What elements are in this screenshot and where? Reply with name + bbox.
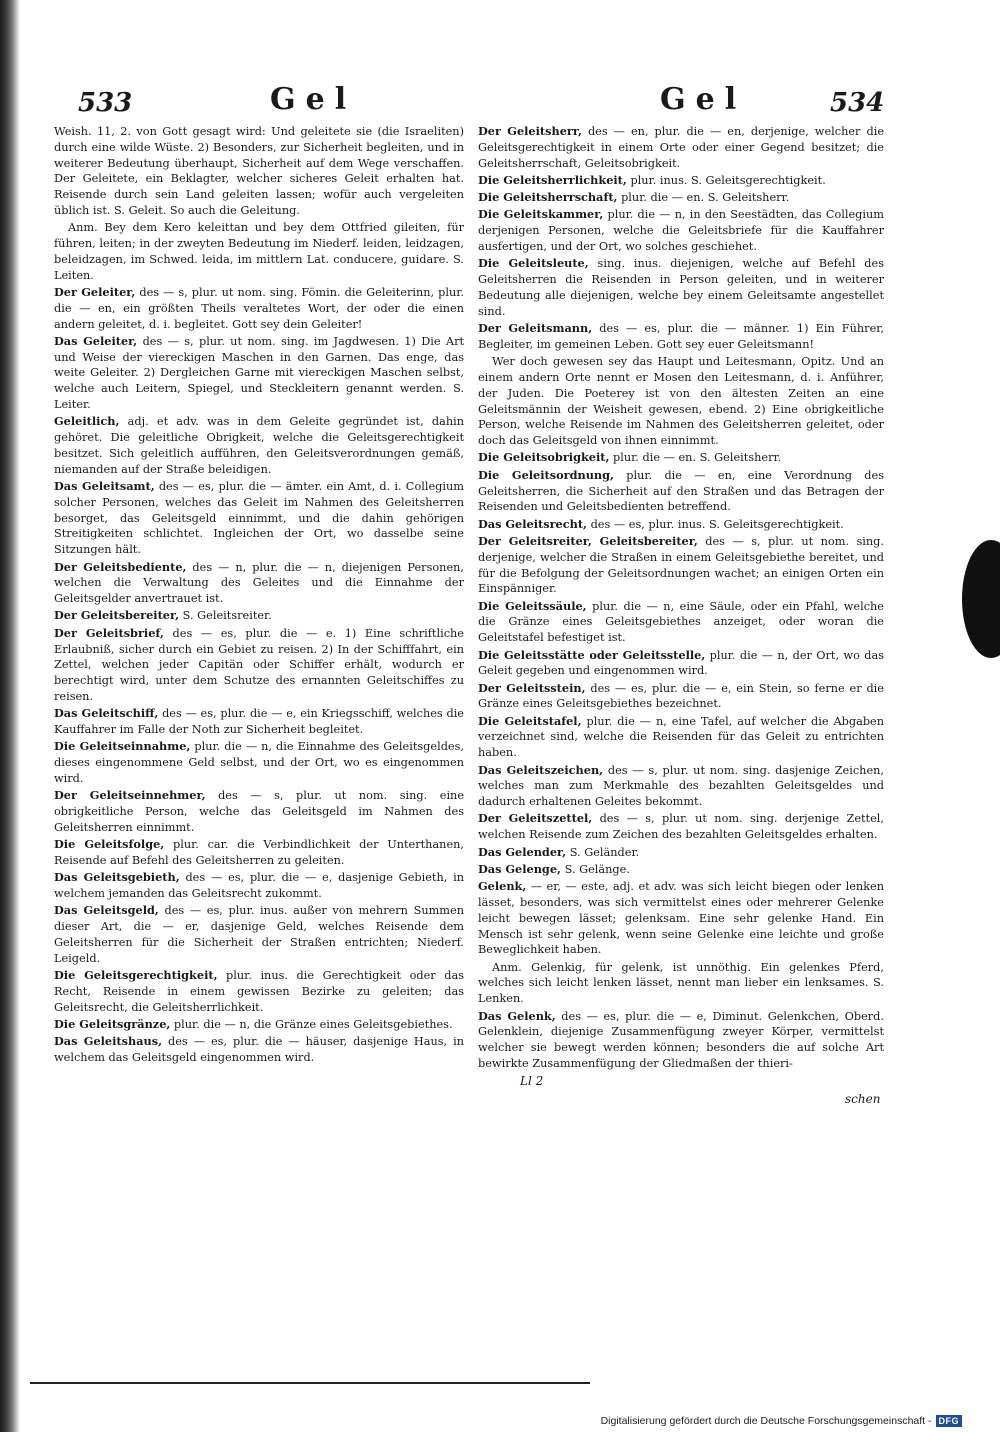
entry-headword: Die Geleitseinnahme, (54, 739, 191, 754)
entry-headword: Die Geleitsfolge, (54, 837, 165, 852)
footer (601, 1412, 962, 1430)
entry-headword: Der Geleiter, (54, 284, 136, 299)
entry-headword: Das Geleitsrecht, (478, 516, 587, 531)
dictionary-entry (54, 414, 464, 477)
entry-body: plur. die — n, eine Säule, oder ein Pfahl, welche die Gränze eines Geleitsgebiethes anzeiget, oder woran die Geleitstafel befestiget ist. (478, 599, 884, 645)
dictionary-entry (54, 739, 464, 786)
entry-annotation: Anm. Bey dem Kero keleittan und bey dem Ottfried gileiten, für führen, leiten; in der zweyten Bedeutung im Niederf. leiden, leidzagen, beleidzagen, im Schwed. leida, im mittlern Lat. conducere, guidare. S. Leiten. (54, 221, 464, 282)
entry-headword: Die Geleitsherrschaft, (478, 190, 618, 205)
entry-body: plur. die — n, der Ort, wo das Geleit gegeben und eingenommen wird. (478, 648, 884, 678)
entry-headword: Die Geleitstafel, (478, 713, 582, 728)
entry-body: des — en, plur. die — en, derjenige, welcher die Geleitsgerechtigkeit in einem Orte oder einer Gegend besitzet; die Geleitsherrschaft, Geleitsobrigkeit. (478, 125, 885, 170)
entry-headword: Die Geleitsherrlichkeit, (478, 172, 627, 187)
entry-body: des — es, plur. die — e, Diminut. Gelenkchen, Oberd. Gelenklein, diejenige Zusammenfügung zweyer Körper, vermittelst welcher sie bewegt werden können; besonders die auf solche Art bewirkte Zusammenfügung der Gliedmaßen der thieri- (478, 1009, 884, 1070)
dictionary-entry (478, 648, 884, 680)
entry-body: des — es, plur. die — e, dasjenige Gebieth, in welchem jemanden das Geleitsrecht zukommt. (54, 871, 465, 900)
entry-headword: Der Geleitsmann, (478, 321, 593, 336)
entry-body: des — es, plur. inus. S. Geleitsgerechtigkeit. (590, 517, 844, 531)
dictionary-entry (478, 517, 884, 533)
entry-headword: Die Geleitskammer, (478, 207, 604, 222)
right-page-number: 534 (830, 88, 885, 118)
entry-headword: Der Geleitsbrief, (54, 625, 164, 640)
entry-headword: Die Geleitsleute, (478, 256, 589, 271)
binding-shadow (0, 0, 20, 1432)
entry-headword: Der Geleitszettel, (478, 811, 593, 826)
bottom-rule (30, 1382, 590, 1384)
entry-body: S. Gelänge. (564, 862, 630, 876)
entry-body: S. Geleitsreiter. (182, 609, 272, 623)
dictionary-entry (54, 870, 464, 902)
entry-headword: Das Geleitsgeld, (54, 903, 159, 918)
dictionary-entry (54, 479, 464, 558)
entry-continuation: Weish. 11, 2. von Gott gesagt wird: Und geleitete sie (die Israeliten) durch eine wilde Wüste. 2) Besonders, zur Sicherheit begleiten, und in weiterer Bedeutung überhaupt, Sicherheit auf dem Wege verschaffen. Der Geleitete, ein Beklagter, welcher sicheres Geleit erhalten hat. Reisende durch sein Land geleiten lassen; wofür auch vergeleiten üblich ist. S. Geleit. So auch die Geleitung. (54, 125, 464, 217)
entry-headword: Das Gelenk, (478, 1008, 556, 1023)
ink-blot (962, 540, 1000, 658)
dictionary-entry (54, 968, 464, 1015)
dictionary-entry (478, 845, 884, 861)
dictionary-entry (478, 468, 884, 515)
entry-body: adj. et adv. was in dem Geleite gegründet ist, dahin gehöret. Die geleitliche Obrigkeit, welche die Geleitsgerechtigkeit besitzet. Sich geleitlich aufführen, den Geleitsverordnungen gemäß, niemanden auf der Straße beleidigen. (54, 415, 465, 476)
entry-body: des — n, plur. die — n, diejenigen Personen, welchen die Verwaltung des Geleites und die Einnahme der Geleitsgelder anvertrauet ist. (54, 560, 464, 606)
entry-body: des — s, plur. ut nom. sing. Fömin. die Geleiterinn, plur. die — en, ein größten Theils veraltetes Wort, der oder die einen andern geleitet, d. i. begleitet. Gott sey dein Geleiter! (54, 285, 465, 331)
entry-headword: Der Geleitsherr, (478, 124, 582, 138)
entry-headword: Der Geleitsstein, (478, 680, 586, 695)
dictionary-entry (478, 862, 884, 878)
entry-body: des — es, plur. die — e, ein Kriegsschiff, welches die Kauffahrer im Falle der Noth zur Sicherheit begleitet. (54, 707, 464, 736)
entry-headword: Der Geleitseinnehmer, (54, 788, 206, 803)
entry-annotation: Anm. Gelenkig, für gelenk, ist unnöthig. Ein gelenkes Pferd, welches sich leicht lenken lässet, nennt man lieber ein lenksames. S. Lenken. (478, 960, 884, 1006)
entry-body: plur. inus. S. Geleitsgerechtigkeit. (630, 173, 826, 187)
entry-body: des — es, plur. die — e. 1) Eine schriftliche Erlaubniß, sicher durch ein Gebiet zu reisen. 2) In der Schifffahrt, ein Zettel, welchen jeder Capitän oder Schiffer erhält, wodurch er berechtigt wird, unter dem Schutze des ernannten Geleitschiffes zu reisen. (54, 626, 464, 703)
dictionary-entry (54, 1034, 464, 1066)
entry-body: des — es, plur. inus. außer von mehrern Summen dieser Art, die — er, dasjenige Geld, welches Reisende dem Geleitsherren für die Sicherheit der Straßen entrichten; Niederf. Leigeld. (54, 904, 464, 965)
entry-quotation: Wer doch gewesen sey das Haupt und Leitesmann, Opitz. Und an einem andern Orte nennt er Mosen den Leitesmann, d. i. Anführer, der Juden. Die Poeterey ist von den ältesten Zeiten an eine Geleitsmännin der Weisheit gewesen, ebend. 2) Eine obrigkeitliche Person, welche Reisende im Nahmen des Geleitsherren geleitet, oder doch das Geleitsgeld von ihnen einnimmt. (478, 355, 884, 448)
dictionary-entry (478, 256, 884, 319)
signature-mark: Ll 2 (520, 1074, 544, 1088)
entry-headword: Die Geleitsgränze, (54, 1016, 171, 1031)
entry-headword: Die Geleitsordnung, (478, 467, 614, 482)
entry-headword: Der Geleitsbereiter, (54, 608, 180, 623)
entry-body: des — s, plur. ut nom. sing. im Jagdwesen. 1) Die Art und Weise der viereckigen Maschen in den Garnen. Das enge, das weite Geleiter. 2) Dergleichen Garne mit viereckigen Maschen selbst, welche auch Leitern, Spiegel, und Steckleitern genannt werden. S. Leiter. (54, 334, 465, 412)
dictionary-entry (54, 837, 464, 869)
dictionary-entry (54, 706, 464, 738)
dictionary-entry (478, 879, 884, 958)
dictionary-entry (478, 714, 884, 761)
entry-headword: Die Geleitssäule, (478, 598, 587, 613)
entry-body: des — es, plur. die — e, ein Stein, so ferne er die Gränze eines Geleitsgebiethes bezeichnet. (478, 681, 884, 711)
entry-headword: Das Geleitschiff, (54, 706, 159, 721)
dictionary-entry (478, 450, 884, 466)
dictionary-entry (478, 321, 884, 353)
dictionary-entry (478, 811, 884, 843)
entry-body: plur. die — en, eine Verordnung des Geleitsherren, die Sicherheit auf den Straßen und das Betragen der Reisenden und Geleitsbedienten betreffend. (478, 468, 885, 514)
entry-headword: Das Gelender, (478, 844, 567, 859)
dictionary-entry (478, 173, 884, 189)
entry-headword: Das Geleiter, (54, 333, 138, 348)
entry-body: S. Geländer. (569, 845, 640, 859)
dictionary-entry (478, 534, 884, 597)
entry-headword: Das Geleitsgebieth, (54, 870, 180, 885)
entry-headword: Die Geleitsstätte oder Geleitsstelle, (478, 647, 706, 662)
dictionary-entry (478, 190, 884, 206)
dictionary-entry (478, 681, 884, 713)
entry-headword: Der Geleitsreiter, Geleitsbereiter, (478, 533, 698, 548)
entry-body: plur. die — n, die Einnahme des Geleitsgeldes, dieses eingenommene Geld selbst, und der Ort, wo es eingenommen wird. (54, 740, 464, 785)
entry-headword: Die Geleitsobrigkeit, (478, 450, 610, 465)
dictionary-entry (54, 285, 464, 332)
dictionary-entry (478, 207, 884, 254)
entry-body: — er, — este, adj. et adv. was sich leicht biegen oder lenken lässet, besonders, was sich vermittelst eines oder mehrerer Gelenke leicht bewegen lässet; gelenksam. Eine sehr gelenke Hand. Ein Mensch ist sehr gelenk, wenn seine Gelenke eine leichte und große Beweglichkeit haben. (478, 880, 885, 957)
dictionary-entry (54, 903, 464, 966)
entry-headword: Das Geleitszeichen, (478, 762, 604, 777)
entry-body: plur. car. die Verbindlichkeit der Unterthanen, Reisende auf Befehl des Geleitsherren zu geleiten. (54, 838, 464, 867)
entry-body: des — s, plur. ut nom. sing. eine obrigkeitliche Person, welche das Geleitsgeld im Nahmen des Geleitsherren einnimmt. (54, 789, 465, 834)
entry-headword: Das Geleitshaus, (54, 1034, 163, 1049)
left-page-number: 533 (78, 88, 133, 118)
right-column (478, 124, 884, 1073)
entry-body: plur. die — n, eine Tafel, auf welcher die Abgaben verzeichnet sind, welche die Reisenden für das Geleit zu entrichten haben. (478, 714, 885, 760)
entry-body: des — s, plur. ut nom. sing. derjenige, welcher die Straßen in einem Geleitsgebiethe bereitet, und für die Befolgung der Geleitsordnungen wachet; an einigen Orten ein Einspänniger. (478, 534, 884, 596)
entry-headword: Geleitlich, (54, 414, 120, 429)
entry-body: des — s, plur. ut nom. sing. derjenige Zettel, welchen Reisende zum Zeichen des bezahlten Geleitsgeldes erhalten. (478, 812, 884, 842)
dictionary-entry (478, 124, 884, 171)
entry-body: plur. die — en. S. Geleitsherr. (621, 191, 790, 205)
catch-word: schen (845, 1092, 881, 1106)
left-running-head: Gel (270, 82, 357, 117)
dictionary-entry (478, 599, 884, 646)
entry-body: des — s, plur. ut nom. sing. dasjenige Zeichen, welches man zum Merkmahle des bezahlten Geleitsgeldes und dadurch erhaltenen Geleites bekommt. (478, 763, 884, 809)
dictionary-entry (54, 1017, 464, 1033)
entry-headword: Das Geleitsamt, (54, 479, 155, 494)
entry-body: plur. die — n, die Gränze eines Geleitsgebiethes. (173, 1017, 453, 1031)
dictionary-entry (54, 560, 464, 607)
entry-body: des — es, plur. die — männer. 1) Ein Führer, Begleiter, im gemeinen Leben. Gott sey euer Geleitsmann! (478, 322, 885, 351)
dictionary-entry (54, 608, 464, 624)
dfg-logo: DFG (936, 1415, 963, 1427)
entry-body: plur. die — n, in den Seestädten, das Collegium derjenigen Personen, welche die Geleitsbriefe für die Kauffahrer ausfertigen, und der Ort, wo solches geschiehet. (478, 208, 885, 254)
entry-body: des — es, plur. die — häuser, dasjenige Haus, in welchem das Geleitsgeld eingenommen wird. (54, 1035, 464, 1064)
entry-headword: Das Gelenge, (478, 861, 561, 876)
dictionary-entry (54, 334, 464, 413)
right-running-head: Gel (660, 82, 747, 117)
dictionary-entry (478, 763, 884, 810)
entry-headword: Die Geleitsgerechtigkeit, (54, 967, 218, 982)
entry-headword: Gelenk, (478, 879, 527, 894)
entry-headword: Der Geleitsbediente, (54, 559, 187, 574)
entry-body: sing. inus. diejenigen, welche auf Befehl des Geleitsherren die Reisenden in Person geleiten, und in weiterer Bedeutung alle diejenigen, welche bey einem Geleitsamte angestellet sind. (478, 257, 884, 318)
entry-body: plur. die — en. S. Geleitsherr. (613, 451, 782, 465)
dictionary-entry (54, 788, 464, 835)
entry-body: des — es, plur. die — ämter. ein Amt, d. i. Collegium solcher Personen, welches das Geleit im Nahmen des Geleitsherren besorget, das Geleitsgeld einnimmt, und die dahin gehörigen Streitigkeiten schlichtet. Ingleichen der Ort, wo dasselbe seine Sitzungen hält. (54, 480, 464, 557)
footer-text: Digitalisierung gefördert durch die Deutsche Forschungsgemeinschaft - (600, 1415, 932, 1427)
entry-body: plur. inus. die Gerechtigkeit oder das Recht, Reisende in einem gewissen Bezirke zu geleiten; das Geleitsrecht, die Geleitsherrlichkeit. (54, 968, 464, 1014)
dictionary-entry (54, 626, 464, 705)
left-column (54, 124, 464, 1067)
dictionary-entry (478, 1009, 884, 1072)
